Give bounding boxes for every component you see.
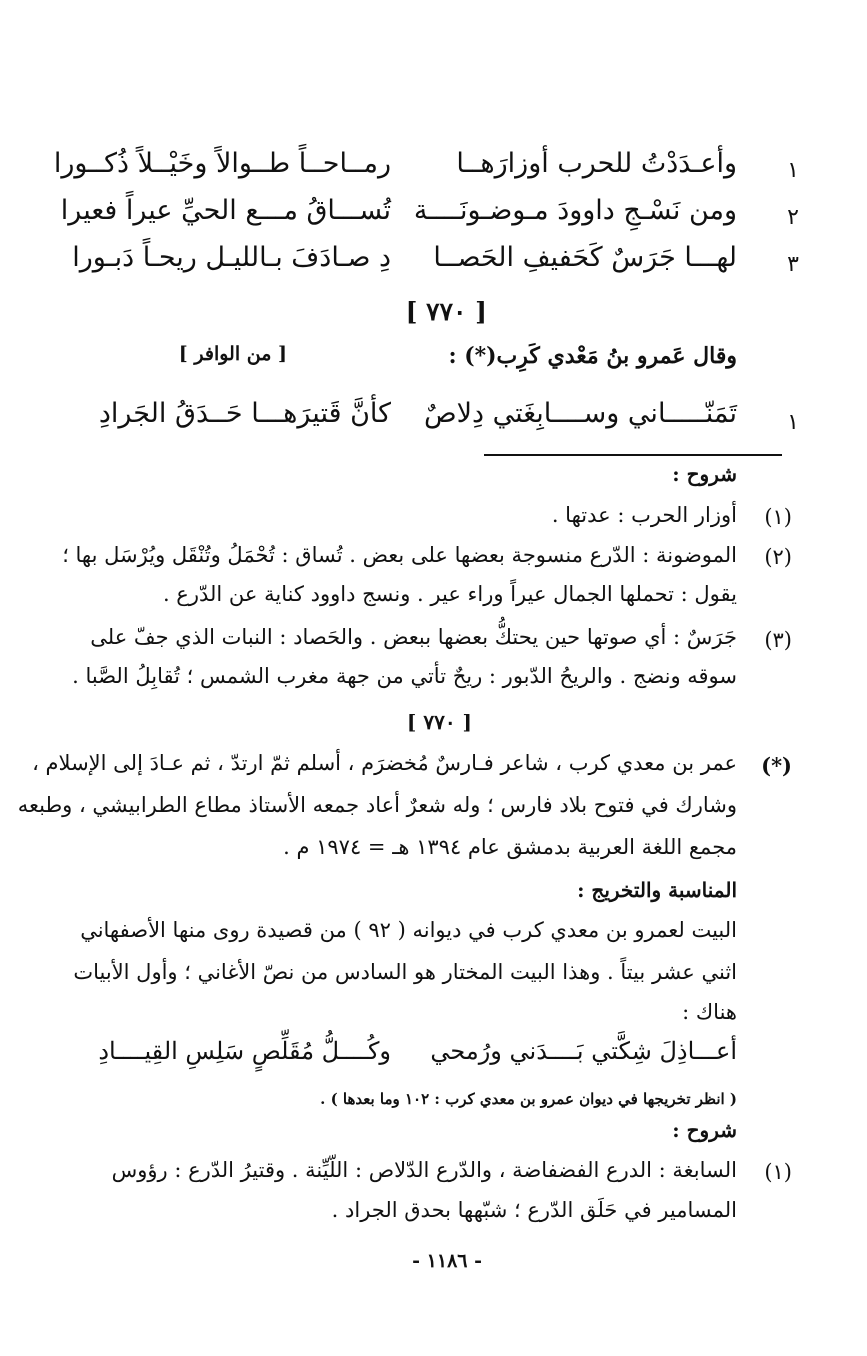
takhrij-line: هناك : — [682, 1000, 737, 1024]
verse-second-hemistich: تُســـاقُ مـــع الحيِّ عيراً فعيرا — [60, 195, 391, 226]
footnote-number: (٣) — [764, 628, 792, 652]
footnote-line: يقول : تحملها الجمال عيراً وراء عير . ونسج داوود كناية عن الدّرع . — [162, 582, 737, 606]
source-note: ( انظر تخريجها في ديوان عمرو بن معدي كرب : ١٠٢ وما بعدها ) . — [320, 1090, 737, 1108]
verse-first-hemistich: وأعـدَدْتُ للحرب أوزارَهــا — [456, 148, 737, 179]
footnote-line: سوقه ونضج . والريحُ الدّبور : ريحٌ تأتي من جهة مغرب الشمس ؛ تُقابِلُ الصَّبا . — [72, 664, 737, 688]
footnote-line: الموضونة : الدّرع منسوجة بعضها على بعض . تُساق : تُحْمَلُ وتُنْقَل ويُرْسَل بها ؛ — [62, 543, 737, 567]
biography-line: عمر بن معدي كرب ، شاعر فـارسٌ مُخضرَم ، أسلم ثمّ ارتدّ ، ثم عـادَ إلى الإسلام ، — [32, 751, 737, 775]
biography-line: وشارك في فتوح بلاد فارس ؛ وله شعرٌ أعاد جمعه الأستاذ مطاع الطرابيشي ، وطبعه — [17, 793, 737, 817]
verse-number: ١ — [787, 410, 799, 435]
commentary-title: شروح : — [672, 1118, 737, 1142]
verse-second-hemistich: دِ صـادَفَ بـالليـل ريحـاً دَبـورا — [72, 242, 391, 273]
poem-number: [ ٧٧٠ ] — [406, 710, 472, 734]
verse-second-hemistich: كأنَّ قَتيرَهـــا حَــدَقُ الجَرادِ — [98, 398, 391, 429]
footnote-divider — [484, 454, 782, 456]
footnote-number: (١) — [764, 1160, 792, 1184]
footnote-line: أوزار الحرب : عدتها . — [551, 503, 737, 527]
page-number: - ١١٨٦ - — [412, 1250, 482, 1272]
footnote-number: (*) — [761, 753, 792, 778]
footnote-line: السابغة : الدرع الفضفاضة ، والدّرع الدّلاص : اللّيِّنة . وقتيرُ الدّرع : رؤوس — [111, 1158, 737, 1182]
footnote-line: المسامير في حَلَق الدّرع ؛ شبّهها بحدق الجراد . — [331, 1198, 737, 1222]
verse-number: ١ — [787, 158, 799, 183]
takhrij-line: اثني عشر بيتاً . وهذا البيت المختار هو السادس من نصّ الأغاني ؛ وأول الأبيات — [73, 960, 737, 984]
poet-intro: وقال عَمرو بنُ مَعْدي كَرِب(*) : — [448, 343, 737, 369]
verse-number: ٢ — [787, 205, 799, 230]
quoted-verse-first: أعـــاذِلَ شِكَّتي بَــــدَني ورُمحي — [430, 1037, 737, 1065]
takhrij-line: البيت لعمرو بن معدي كرب في ديوانه ( ٩٢ ) من قصيدة روى منها الأصفهاني — [80, 918, 737, 942]
verse-first-hemistich: ومن نَسْـجِ داوودَ مـوضـونَــــة — [413, 195, 737, 226]
verse-second-hemistich: رمــاحــاً طــوالاً وخَيْــلاً ذُكــورا — [53, 148, 391, 179]
biography-line: مجمع اللغة العربية بدمشق عام ١٣٩٤ هـ = ١٩٧٤ م . — [283, 835, 737, 859]
poem-number: [ ٧٧٠ ] — [405, 297, 487, 326]
footnote-number: (٢) — [764, 545, 792, 569]
takhrij-title: المناسبة والتخريج : — [577, 878, 737, 902]
footnote-line: جَرَسٌ : أي صوتها حين يحتكُّ بعضها ببعض . والحَصاد : النبات الذي جفّ على — [90, 625, 737, 649]
verse-first-hemistich: لهـــا جَرَسٌ كَحَفيفِ الحَصــا — [433, 242, 737, 273]
verse-number: ٣ — [787, 252, 799, 277]
verse-first-hemistich: تَمَنّـــــاني وســــابِغَتي دِلاصٌ — [423, 398, 737, 429]
footnote-number: (١) — [764, 505, 792, 529]
meter-label: [ من الوافر ] — [178, 343, 287, 365]
commentary-title: شروح : — [672, 462, 737, 486]
quoted-verse-second: وكُــــلُّ مُقَلِّصٍ سَلِسِ القِيــــادِ — [98, 1037, 391, 1065]
